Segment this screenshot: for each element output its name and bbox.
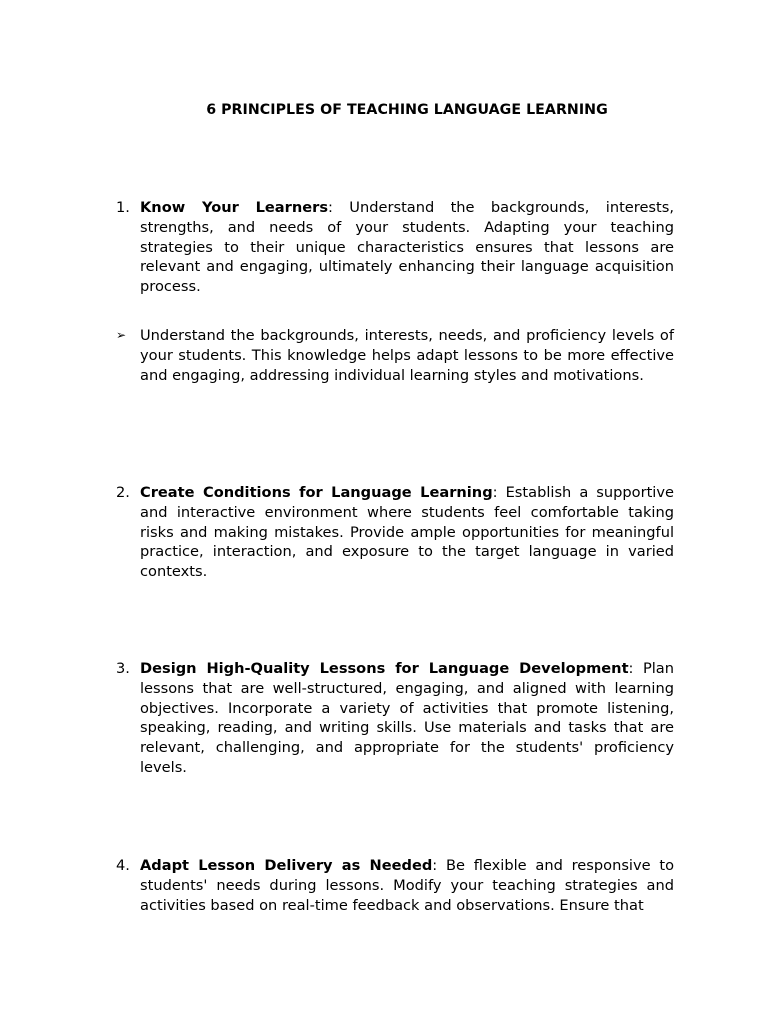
bullet-item: Understand the backgrounds, interests, needs, and proficiency levels of your students. This knowledge helps adapt lessons to be more effective and engaging, addressing individual learning styles and motivations. bbox=[140, 327, 674, 384]
list-item-3-heading: Design High-Quality Lessons for Language Development bbox=[140, 660, 629, 677]
list-item-2 bbox=[140, 483, 674, 582]
list-marker-1: 1. bbox=[116, 199, 130, 216]
document-title: 6 PRINCIPLES OF TEACHING LANGUAGE LEARNING bbox=[206, 102, 608, 118]
list-marker-4: 4. bbox=[116, 857, 130, 874]
list-marker-2: 2. bbox=[116, 484, 130, 501]
list-item-4-heading: Adapt Lesson Delivery as Needed bbox=[140, 857, 433, 874]
list-item-4 bbox=[140, 856, 674, 915]
list-item-1-text: : Understand the backgrounds, interests, strengths, and needs of your students. Adapting your teaching strategies to their unique characteristics ensures that lessons are relevant and engaging, ultimately enhancing their language acquisition process. bbox=[140, 199, 674, 296]
list-marker-3: 3. bbox=[116, 660, 130, 677]
list-item-2-heading: Create Conditions for Language Learning bbox=[140, 484, 493, 501]
list-item-3-text: : Plan lessons that are well-structured, engaging, and aligned with learning objectives. Incorporate a variety of activities that promote listening, speaking, reading, and writing skills. Use materials and tasks that are relevant, challenging, and appropriate for the students' proficiency levels. bbox=[140, 660, 674, 776]
list-item-4-text: : Be flexible and responsive to students' needs during lessons. Modify your teaching strategies and activities based on real-time feedback and observations. Ensure that bbox=[140, 857, 674, 914]
list-item-2-text: : Establish a supportive and interactive environment where students feel comfortable taking risks and making mistakes. Provide ample opportunities for meaningful practice, interaction, and exposure to the target language in varied contexts. bbox=[140, 484, 674, 581]
list-item-1-heading: Know Your Learners bbox=[140, 199, 329, 216]
bullet-arrow-icon: ➢ bbox=[116, 328, 127, 342]
list-item-3 bbox=[140, 659, 674, 778]
list-item-1 bbox=[140, 198, 674, 297]
